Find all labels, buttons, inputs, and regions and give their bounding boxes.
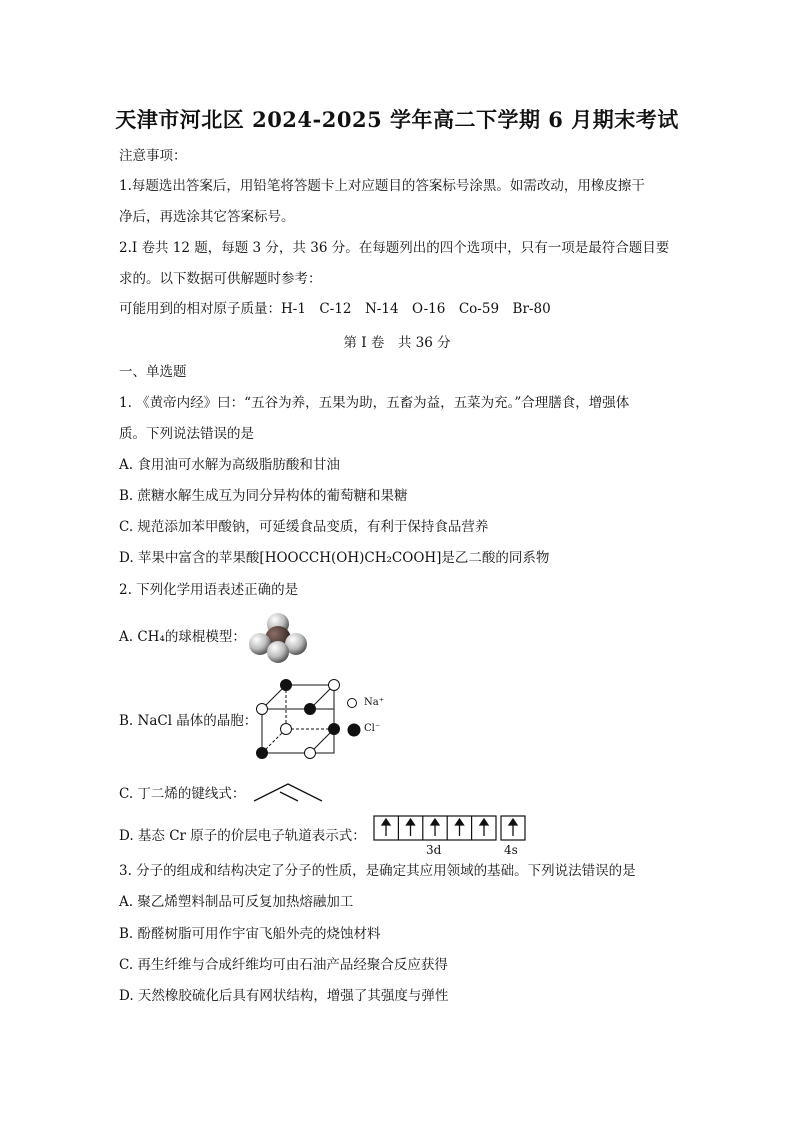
orbital-4s-label: 4s: [504, 843, 518, 857]
ch4-ball-stick-model: [248, 612, 308, 664]
butadiene-skeletal-formula: [252, 781, 324, 805]
q3-option-d: D. 天然橡胶硫化后具有网状结构，增强了其强度与弹性: [119, 988, 449, 1004]
q1-option-a: A. 食用油可水解为高级脂肪酸和甘油: [119, 457, 340, 473]
q2-option-c: C. 丁二烯的键线式：: [119, 786, 246, 802]
q2-stem: 2. 下列化学用语表述正确的是: [119, 582, 299, 598]
q1-option-c: C. 规范添加苯甲酸钠，可延缓食品变质，有利于保持食品营养: [119, 519, 489, 535]
notice-item2-line2: 求的。以下数据可供解题时参考：: [119, 271, 322, 287]
q2-option-d: D. 基态 Cr 原子的价层电子轨道表示式：: [119, 828, 366, 844]
notice-item1-line2: 净后，再选涂其它答案标号。: [119, 209, 295, 225]
part-heading: 一、单选题: [119, 364, 187, 380]
atomic-masses: 可能用到的相对原子质量：H-1 C-12 N-14 O-16 Co-59 Br-80: [119, 301, 551, 317]
notice-heading: 注意事项：: [119, 148, 187, 164]
q3-option-b: B. 酚醛树脂可用作宇宙飞船外壳的烧蚀材料: [119, 926, 381, 942]
cr-orbital-diagram: [373, 815, 528, 843]
q3-option-c: C. 再生纤维与合成纤维均可由石油产品经聚合反应获得: [119, 957, 448, 973]
q1-option-d: D. 苹果中富含的苹果酸[HOOCCH(OH)CH₂COOH]是乙二酸的同系物: [119, 550, 550, 566]
section-header: 第 I 卷 共 36 分: [343, 335, 451, 351]
q3-option-a: A. 聚乙烯塑料制品可反复加热熔融加工: [119, 894, 354, 910]
legend-na-label: Na⁺: [364, 697, 384, 708]
page-title: 天津市河北区 2024-2025 学年高二下学期 6 月期末考试: [115, 107, 679, 132]
q3-stem: 3. 分子的组成和结构决定了分子的性质，是确定其应用领域的基础。下列说法错误的是: [119, 863, 636, 879]
q1-option-b: B. 蔗糖水解生成互为同分异构体的葡萄糖和果糖: [119, 488, 408, 504]
orbital-3d-label: 3d: [426, 843, 442, 857]
q2-option-b: B. NaCl 晶体的晶胞：: [119, 713, 258, 729]
notice-item2-line1: 2.I 卷共 12 题，每题 3 分，共 36 分。在每题列出的四个选项中，只有一项是最符合题目要: [119, 240, 670, 256]
notice-item1-line1: 1.每题选出答案后，用铅笔将答题卡上对应题目的答案标号涂黑。如需改动，用橡皮擦干: [119, 178, 645, 194]
legend-cl-label: Cl⁻: [364, 723, 381, 734]
q1-stem-line1: 1. 《黄帝内经》曰：“五谷为养，五果为助，五畜为益，五菜为充。”合理膳食，增强体: [119, 395, 630, 411]
q1-stem-line2: 质。下列说法错误的是: [119, 426, 254, 442]
nacl-unit-cell-diagram: [250, 675, 390, 765]
q2-option-a: A. CH₄的球棍模型：: [119, 629, 246, 645]
